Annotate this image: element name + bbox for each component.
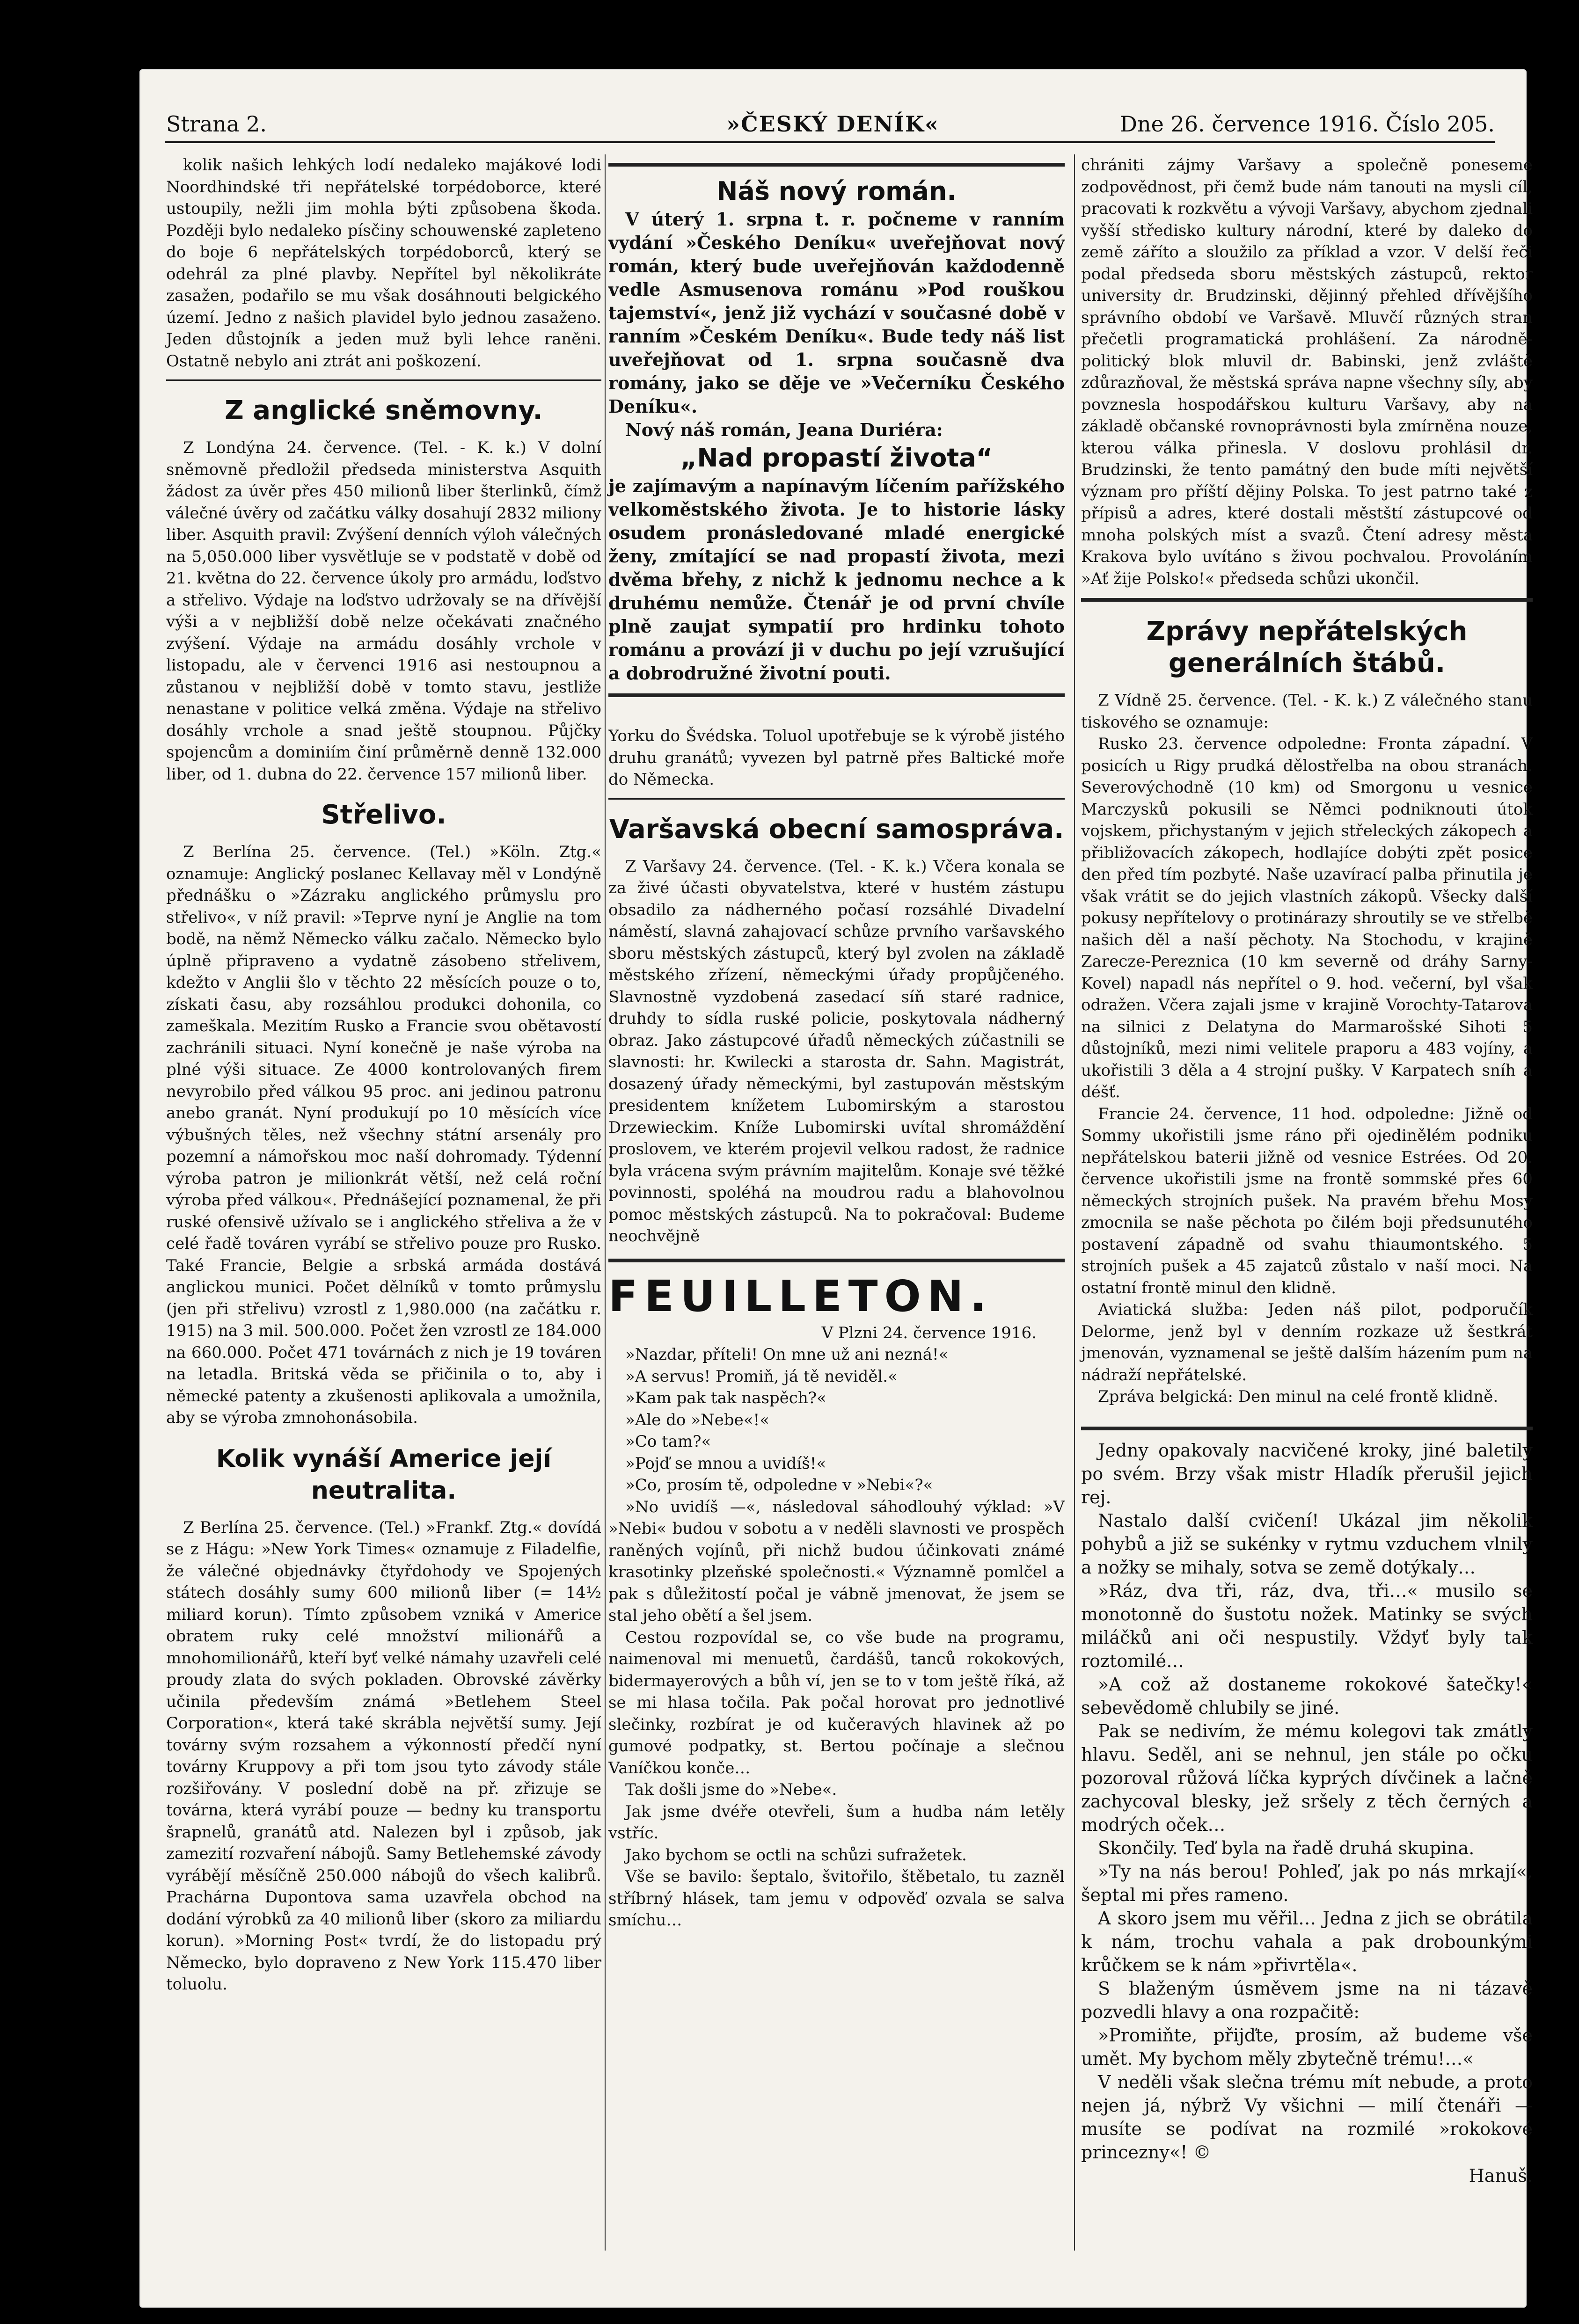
feuilleton-paragraph: A skoro jsem mu věřil… Jedna z jich se obrátila k nám, trochu vahala a pak drobounkými krůčkem se k nám »přivrtěla«. [1081,1908,1533,1975]
feuilleton-title: FEUILLETON. [608,1271,993,1321]
feuilleton-paragraph: Jako bychom se octli na schůzi sufražetek. [625,1845,967,1865]
issue-date: Dne 26. července 1916. Číslo 205. [1120,111,1495,137]
section-heading-anglicka-snemovna: Z anglické sněmovny. [225,395,543,426]
feuilleton-line: »Co, prosím tě, odpoledne v »Nebi«?« [625,1476,933,1494]
novel-title: „Nad propastí života“ [680,443,993,473]
article-paragraph: Z Berlína 25. července. (Tel.) »Köln. Ztg.« oznamuje: Anglický poslanec Kellavay měl v Londýně přednášku o »Zázraku anglického průmyslu pro střelivo«, v níž pravil: »Teprve nyní je Anglie na tom bodě, na němž Německo válku začalo. Německo bylo úplně připraveno a vydatně zásobeno střelivem, kdežto v Anglii šlo v těchto 22 měsících pouze o to, získati času, aby rozsáhlou produkci dohonila, co zameškala. Mezitím Rusko a Francie svou obětavostí zachránili situaci. Nyní konečně je naše výroba na plné výši situace. Ze 4000 kontrolovaných firem nevyrobilo před válkou 95 proc. ani jedinou patronu anebo granát. Nyní produkují po 10 měsících více výbušných těles, než všechny státní arsenály pro pozemní a námořskou moc naší dohromady. Týdenní výroba patron je milionkrát větší, než celá roční výroba před válkou«. Přednášející poznamenal, že při ruské ofensivě užívalo se i anglického střeliva a že v celé řadě továren vyrábí se střelivo pouze pro Rusko. Také Francie, Belgie a srbská armáda dostává anglickou munici. Počet dělníků v tomto průmyslu (jen při střelivu) vzrostl z 1,980.000 (na začátku r. 1915) na 3 mil. 500.000. Počet žen vzrostl ze 184.000 na 660.000. Počet 471 továrnách z nich je 19 továren na letadla. Britská věda se přičinila o to, aby i německé patenty a zkušenosti aplikovala a umožnila, aby se výroba zmnohonásobila. [166,843,601,1427]
box-paragraph: V úterý 1. srpna t. r. počneme v ranním vydání »Českého Deníku« uveřejňovat nový román, který bude uveřejňován každodenně vedle Asmusenova románu »Pod rouškou tajemství«, jenž již vychází v současné době v ranním »Českém Deníku«. Bude tedy náš list uveřejňovat od 1. srpna současně dva romány, jako se děje ve »Večerníku Českého Deníku«. [608,209,1065,417]
feuilleton-line: »Ale do »Nebe«!« [625,1410,770,1429]
feuilleton-paragraph: Pak se nedivím, že mému kolegovi tak zmátly hlavu. Seděl, ani se nehnul, jen stále po očku pozoroval růžová líčka kyprých dívčinek a lačně zachycoval blesky, jež sršely z těch černých a modrých oček… [1081,1720,1533,1835]
section-rule [166,379,601,381]
feuilleton-rule [1081,1427,1533,1430]
article-paragraph: Z Berlína 25. července. (Tel.) »Frankf. Ztg.« dovídá se z Hágu: »New York Times« oznamuje z Filadelfie, že válečné objednávky čtyřdohody ve Spojených státech dosáhly sumy 600 milionů liber (= 14½ miliard korun). Tímto způsobem vzniká v Americe obratem ruky celé množství milionářů a mnohomilionářů, kteří byť velké námahy uzavřeli celé proudy zlata do svých pokladen. Obrovské závěrky učinila především známá »Betlehem Steel Corporation«, která také skrábla největší sumy. Její továrny svým rozsahem a výkonností předčí nyní továrny Kruppovy a při tom jsou tyto závody stále rozšiřovány. V poslední době na př. zřizuje se továrna, která vyrábí pouze — bedny ku transportu šrapnelů, granátů atd. Nalezen byl i způsob, jak zamezití rozvaření nábojů. Samy Betlehemské závody vyrábějí měsíčně 250.000 nábojů do všech kalibrů. Prachárna Dupontova sama uzavřela obchod na dodání výrobků za 40 milionů liber (skoro za miliardu korun). »Morning Post« tvrdí, že do listopadu prý Německo, bylo dopraveno z New York 115.470 liber toluolu. [166,1518,601,1994]
column-1 [166,154,601,1996]
section-rule [608,798,1065,800]
article-paragraph: Francie 24. července, 11 hod. odpoledne: Jižně od Sommy ukořistili jsme ráno při ojedinělém podniku nepřátelskou baterii jižně od vesnice Estrées. Od 20. července ukořistili jsme na frontě sommské přes 60 německých strojních pušek. Na pravém břehu Mosy zmocnila se naše pěchota po čilém boji předsunutého postavení západně od svahu thiaumontského. 5 strojních pušek a 45 zajatců zůstalo v naší moci. Na ostatní frontě minul den klidně. [1081,1104,1533,1297]
feuilleton-paragraph: Jak jsme dvéře otevřeli, šum a hudba nám letěly vstříc. [608,1802,1065,1843]
author-signature: Hanuš. [1469,2165,1533,2186]
feuilleton-line: »Co tam?« [625,1432,711,1451]
feuilleton-paragraph: Skončily. Teď byla na řadě druhá skupina. [1098,1837,1475,1858]
feuilleton-line: »A servus! Promiň, já tě neviděl.« [625,1367,898,1386]
section-heading-kolik-vynasi: Kolik vynáší Americe její neutralita. [216,1444,552,1505]
column-3 [1081,154,1533,2187]
feuilleton-paragraph: Nastalo další cvičení! Ukázal jim několik pohybů a již se sukénky v rytmu vzduchem vlnily a nožky se mihaly, sotva se země dotýkaly… [1081,1510,1533,1578]
box-paragraph: Nový náš román, Jeana Duriéra: [625,419,943,440]
feuilleton-paragraph: »Ráz, dva tři, ráz, dva, tři…« musilo se monotonně do šustotu nožek. Matinky se svých miláčků ani oči nespustily. Vždyť byly tak roztomilé… [1081,1580,1533,1671]
feuilleton-line: »Nazdar, příteli! On mne už ani nezná!« [625,1345,949,1364]
feuilleton-paragraph: V neděli však slečna trému mít nebude, a proto nejen já, nýbrž Vy všichni — milí čtenáři — musíte se podívat na rozmilé »rokokové princezny«! © [1081,2071,1533,2163]
box-heading-novy-roman: Náš nový román. [716,176,957,206]
feuilleton-paragraph: S blaženým úsměvem jsme na ni tázavě pozvedli hlavy a ona rozpačitě: [1081,1978,1533,2022]
section-heading-strelivo: Střelivo. [321,800,446,830]
feuilleton-paragraph: Tak došli jsme do »Nebe«. [625,1780,837,1799]
box-bottom-rule [608,693,1065,697]
masthead-rule [165,141,1495,143]
box-paragraph: je zajímavým a napínavým líčením pařížského velkoměstského života. Je to historie lásky osudem pronásledované mladé energické ženy, zmítající se nad propastí života, mezi dvěma břehy, z nichž k jednomu nechce a k druhému nemůže. Čtenář je od první chvíle plně zaujat sympatií pro hrdinku tohoto románu a provází ji v duchu po její vzrušující a dobrodružné životní pouti. [608,475,1065,684]
article-paragraph: Z Vídně 25. července. (Tel. - K. k.) Z válečného stanu tiskového se oznamuje: [1081,691,1533,732]
article-paragraph: Zpráva belgická: Den minul na celé frontě klidně. [1098,1387,1499,1406]
continued-paragraph: Yorku do Švédska. Toluol upotřebuje se k výrobě jistého druhu granátů; vyvezen byl patrně přes Baltické moře do Německa. [608,727,1065,789]
article-paragraph: Z Londýna 24. července. (Tel. - K. k.) V dolní sněmovně předložil předseda ministerstva Asquith žádost za úvěr přes 450 milionů liber šterlinků, čímž válečné úvěry od začátku války dosahují 2832 miliony liber. Asquith pravil: Zvýšení denních výloh válečných na 5,050.000 liber vysvětluje se v podstatě v době od 21. května do 22. července úkoly pro armádu, loďstvo a střelivo. Výdaje na loďstvo udržovaly se na dřívější výši a v nejbližší době nelze očekávati značného zvýšení. Výdaje na armádu dosáhly vrchole v listopadu, ale v červenci 1916 asi nestoupnou a zůstanou v nejbližší době v tomto stavu, jestliže nenastane v politice velká změna. Výdaje na střelivo dosáhly vrchole a snad ještě stoupnou. Půjčky spojencům a dominiím činí průměrně denně 132.000 liber, od 1. dubna do 22. července 157 milionů liber. [166,438,601,784]
section-heading-varsavska: Varšavská obecní samospráva. [609,814,1064,845]
feuilleton-line: »Pojď se mnou a uvidíš!« [625,1454,826,1473]
column-divider-1 [605,154,606,2251]
section-heading-zpravy-stabu: Zprávy nepřátelských generálních štábů. [1146,616,1468,678]
feuilleton-paragraph: Vše se bavilo: šeptalo, švitořilo, štěbetalo, tu zazněl stříbrný hlásek, tam jemu v odpověď ozvala se salva smíchu… [608,1867,1065,1930]
page-number: Strana 2. [166,111,267,137]
feuilleton-rule [608,1259,1065,1262]
feuilleton-dateline: V Plzni 24. července 1916. [821,1323,1037,1342]
col1-intro-paragraph: kolik našich lehkých lodí nedaleko majákové lodi Noordhindské tři nepřátelské torpédoborce, které ustoupily, nežli jim mohla býti způsobena škoda. Později bylo nedaleko písčiny schouwenské zapleteno do boje 6 nepřátelských torpédoborců, který se odehrál za plné plavby. Nepřítel byl několikráte zasažen, podařilo se mu však dosáhnouti belgického území. Jedno z našich plavidel bylo jednou zasaženo. Jeden důstojník a jeden muž byli lehce raněni. Ostatně nebylo ani ztrát ani poškození. [166,156,601,371]
feuilleton-paragraph: »A což až dostaneme rokokové šatečky!« sebevědomě chlubily se jiné. [1081,1674,1533,1718]
column-2 [608,154,1065,1931]
article-paragraph: Aviatická služba: Jeden náš pilot, podporučík Delorme, jenž byl v denním rozkaze už šestkrát jmenován, vyznamenal se ještě dalším házením pum na nádraží nepřátelské. [1081,1300,1533,1384]
box-top-rule [608,163,1065,167]
col3-intro-paragraph: chrániti zájmy Varšavy a společně poneseme zodpovědnost, při čemž bude nám tanouti na mysli cíl, pracovati k rozkvětu a vývoji Varšavy, abychom zjednali vyšší středisko kultury národní, které by daleko do země záříto a sloužilo za příklad a vzor. V delší řeči podal předseda sboru městských zástupců, rektor university dr. Brudzinski, dějinný přehled dřívějšího správního období ve Varšavě. Mluvčí různých stran přečetli programatická prohlášení. Za národně-politický blok mluvil dr. Babinski, jenž zvláště zdůrazňoval, že městská správa napne všechny síly, aby povznesla hospodářskou kulturu Varšavy, aby na základě občanské rovnoprávnosti byla zmírněna nouze, kterou válka přinesla. V doslovu prohlásil dr. Brudzinski, že tento památný den bude míti největší význam pro příští dějiny Polska. To jest patrno také z přípisů a adres, které dostali městští zástupcové od mnoha polských míst a svazů. Čtení adresy města Krakova bylo uvítáno s živou pochvalou. Provoláním »Ať žije Polsko!« předseda schůzi ukončil. [1081,156,1533,588]
feuilleton-paragraph: »Ty na nás berou! Pohleď, jak po nás mrkají«, šeptal mi přes rameno. [1081,1861,1533,1905]
feuilleton-paragraph: Cestou rozpovídal se, co vše bude na programu, naimenoval mi menuetů, čardášů, tanců rokokových, bidermayerových a bůh ví, jen se to v tom ještě říká, až se mi hlasa točila. Pak počal horovat pro jednotlivé slečinky, rozbírat je od kučeravých hlavinek až po gumové podpatky, st. Bertou počínaje a slečnou Vaníčkou konče… [608,1628,1065,1778]
article-paragraph: Rusko 23. července odpoledne: Fronta západní. V posicích u Rigy prudká dělostřelba na obou stranách. Severovýchodně (10 km) od Smorgonu u vesnice Marczysků pokusili se Němci podniknouti útok vojskem, přichystaným v jejich střeleckých zákopech a přibližovacích zákopech, hodlajíce dobýti zpět posice den před tím pozbyté. Naše uzavírací palba přinutila je však vrátit se do jejich vlastních zákopů. Všecky další pokusy nepřítelovy o protinárazy shroutily se ve střelbě našich děl a naší pěchoty. Na Stochodu, v krajině Zarecze-Pereznica (10 km severně od dráhy Sarny-Kovel) napadl nás nepřítel o 9. hod. večerní, byl však odražen. Včera zajali jsme v krajině Vorochty-Tatarova na silnici z Delatyna do Marmarošské Sihoti 5 důstojníků, mezi nimi velitele praporu a 483 vojíny, a ukořistili 3 děla a 4 strojní pušky. V Karpatech sníh a déšť. [1081,735,1533,1101]
feuilleton-continued [1081,1439,1533,2187]
feuilleton-paragraph: Jedny opakovaly nacvičené kroky, jiné baletily po svém. Brzy však mistr Hladík přerušil jejich rej. [1081,1440,1533,1508]
column-divider-2 [1074,154,1075,2251]
masthead-bar [161,111,1504,139]
article-paragraph: Z Varšavy 24. července. (Tel. - K. k.) Včera konala se za živé účasti obyvatelstva, které v hustém zástupu obsadilo za nádherného počasí rozsáhlé Divadelní náměstí, slavná zahajovací schůze prvního varšavského sboru městských zástupců, který byl zvolen na základě městského zřízení, německými úřady propůjčeného. Slavnostně vyzdobená zasedací síň staré radnice, druhdy to sídla ruské policie, poskytovala nádherný obraz. Jako zástupcové úřadů německých zúčastnili se slavnosti: hr. Kwilecki a starosta dr. Sahn. Magistrát, dosazený úřady německými, byl zastupován městským presidentem knížetem Lubomirským a starostou Drzewieckim. Kníže Lubomirski uvítal shromáždění proslovem, ve kterém projevil velkou radost, že radnice byla vrácena svým právním majitelům. Konaje své těžké povinnosti, spoléhá na moudrou radu a blahovolnou pomoc městských zástupců. Na to pokračoval: Budeme neochvějně [608,857,1065,1246]
section-rule [1081,598,1533,602]
newspaper-title: »ČESKÝ DENÍK« [726,111,939,137]
feuilleton-line: »Kam pak tak naspěch?« [625,1389,826,1407]
feuilleton-paragraph: »Promiňte, přijďte, prosím, až budeme vše umět. My bychom měly zbytečně trému!…« [1081,2025,1533,2069]
feuilleton-paragraph: »No uvidíš —«, následoval sáhodlouhý výklad: »V »Nebi« budou v sobotu a v neděli slavnosti ve prospěch raněných vojínů, při nichž budou účinkovati známé krasotinky plzeňské společnosti.« Významně pomlčel a pak s důležitostí počal je vábně jmenovat, že jsem se stal jeho obětí a šel jsem. [608,1497,1065,1625]
